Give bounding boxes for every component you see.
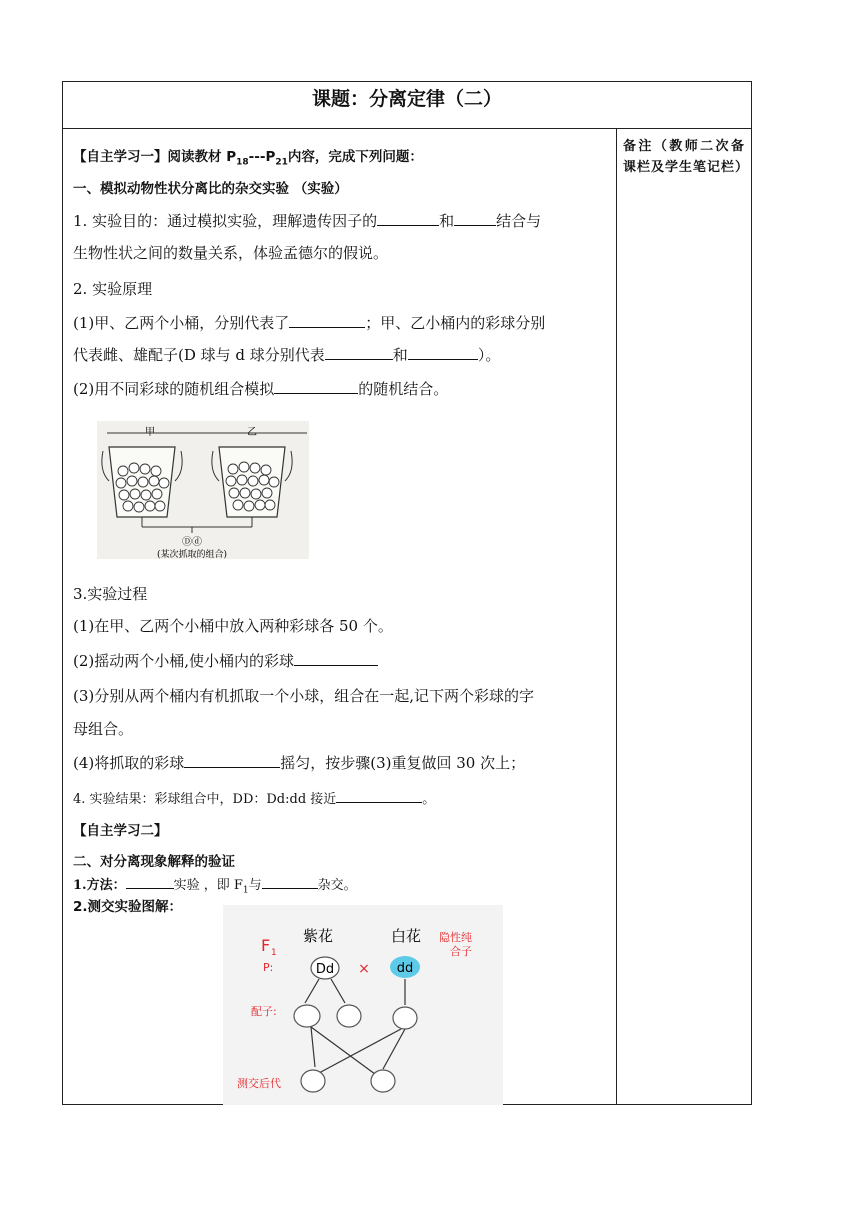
gamete-circle: [337, 1005, 361, 1027]
heading-sub-1: 18: [236, 157, 249, 168]
method-text-c: 与: [248, 878, 262, 893]
fill-blank[interactable]: [377, 210, 439, 226]
fill-blank[interactable]: [294, 650, 378, 666]
purpose-text-c: 结合与: [496, 212, 542, 230]
f1-label: F: [261, 936, 271, 955]
self-study-2-heading: 【自主学习二】: [73, 823, 168, 839]
white-flower-label: 白花: [391, 927, 422, 945]
fill-blank[interactable]: [408, 344, 478, 360]
diagram-title: 2.测交实验图解：: [73, 899, 183, 915]
lesson-table: [62, 81, 752, 1105]
purpose-line-1: [73, 210, 541, 231]
step-2-text: (2)摇动两个小桶,使小桶内的彩球: [73, 652, 295, 670]
bucket-experiment-figure: [97, 421, 309, 559]
figure-caption: (某次抓取的组合): [156, 550, 228, 559]
purpose-text-a: 1. 实验目的：通过模拟实验，理解遗传因子的: [73, 212, 378, 230]
gamete-circle: [393, 1007, 417, 1029]
principle-1-text-c: 代表雌、雄配子(D 球与 d 球分别代表: [73, 346, 325, 364]
purpose-text-b: 和: [439, 212, 455, 230]
method-text-d: 杂交。: [317, 878, 357, 893]
step-4-text-b: 摇匀，按步骤(3)重复做回 30 次上；: [280, 754, 526, 772]
purple-flower-label: 紫花: [303, 927, 334, 945]
fill-blank[interactable]: [126, 873, 174, 889]
bucket-label-right: 乙: [247, 427, 257, 438]
process-title: 3.实验过程: [73, 585, 148, 603]
fill-blank[interactable]: [262, 873, 318, 889]
offspring-circle: [301, 1070, 325, 1092]
fill-blank[interactable]: [289, 312, 365, 328]
combination-result: Ⓓⓓ: [182, 537, 202, 548]
gamete-circle: [294, 1005, 320, 1027]
principle-2: [73, 378, 448, 399]
method-label: 1.方法：: [73, 878, 126, 893]
bucket-label-left: 甲: [145, 427, 155, 438]
process-step-4: [73, 752, 525, 773]
heading-text-b: ---P: [248, 149, 276, 165]
principle-title: 2. 实验原理: [73, 280, 153, 298]
principle-2-text-b: 的随机结合。: [358, 380, 449, 398]
method-sub: 1: [242, 885, 249, 896]
f1-sub: 1: [271, 948, 277, 958]
heading-sub-2: 21: [275, 157, 288, 168]
principle-1-text-b: ；甲、乙小桶内的彩球分别: [365, 314, 546, 332]
recessive-label-2: 合子: [450, 945, 472, 958]
process-step-3-line-1: (3)分别从两个桶内有机抓取一个小球，组合在一起,记下两个彩球的字: [73, 687, 535, 705]
testcross-diagram: [223, 905, 503, 1105]
fill-blank[interactable]: [454, 210, 496, 226]
section-1-title: 一、模拟动物性状分离比的杂交实验 （实验）: [73, 181, 348, 197]
offspring-label: 测交后代: [237, 1077, 281, 1090]
bucket-illustration: [97, 421, 309, 559]
step-4-text-a: (4)将抓取的彩球: [73, 754, 185, 772]
fill-blank[interactable]: [325, 344, 393, 360]
dd-recessive-text: dd: [396, 961, 414, 976]
principle-1-line-2: [73, 344, 500, 365]
offspring-circle: [371, 1070, 395, 1092]
testcross-illustration: [223, 905, 503, 1105]
fill-blank[interactable]: [274, 378, 358, 394]
parent-label: P:: [263, 961, 274, 974]
method-text-b: 实验 ，即 F: [173, 878, 243, 893]
note-column-label: 备注（教师二次备课栏及学生笔记栏）: [623, 139, 750, 175]
principle-1-line-1: [73, 312, 545, 333]
principle-1-text-a: (1)甲、乙两个小桶，分别代表了: [73, 314, 290, 332]
purpose-line-2: 生物性状之间的数量关系，体验孟德尔的假说。: [73, 244, 389, 262]
recessive-label: 隐性纯: [439, 931, 472, 944]
process-step-1: (1)在甲、乙两个小桶中放入两种彩球各 50 个。: [73, 617, 393, 635]
result-text-a: 4. 实验结果：彩球组合中，DD：Dd:dd 接近: [73, 792, 337, 807]
dd-parent-text: Dd: [315, 962, 335, 977]
principle-2-text-a: (2)用不同彩球的随机组合模拟: [73, 380, 275, 398]
process-step-3-line-2: 母组合。: [73, 720, 134, 738]
gamete-label: 配子:: [251, 1005, 277, 1018]
result-text-b: 。: [422, 792, 436, 807]
self-study-1-heading: [73, 145, 423, 168]
fill-blank[interactable]: [184, 752, 280, 768]
fill-blank[interactable]: [336, 787, 422, 803]
experiment-result: [73, 787, 435, 807]
principle-1-text-d: 和: [392, 346, 408, 364]
page-title: 课题：分离定律（二）: [63, 82, 751, 129]
method-line: [73, 873, 357, 896]
process-step-2: [73, 650, 378, 671]
principle-1-text-e: ）。: [477, 346, 501, 364]
heading-text-c: 内容，完成下列问题：: [287, 149, 423, 165]
column-divider: [616, 129, 617, 1104]
heading-text-a: 【自主学习一】阅读教材 P: [73, 149, 237, 165]
cross-symbol: ×: [358, 961, 370, 977]
section-2-title: 二、对分离现象解释的验证: [73, 854, 235, 870]
